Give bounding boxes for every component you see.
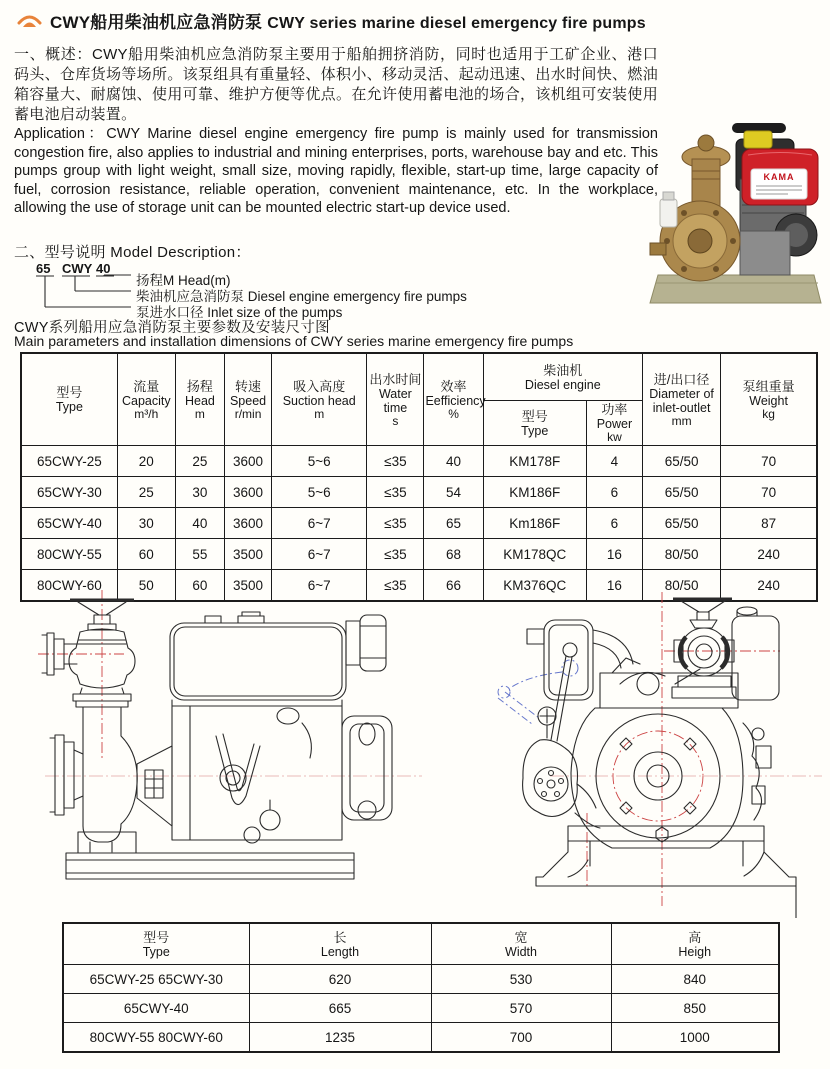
header-unit: m <box>314 406 325 421</box>
table-cell: 70 <box>721 477 817 508</box>
table-header-row <box>63 923 779 965</box>
page-header <box>16 8 646 33</box>
header-en: Diesel engine <box>524 377 601 392</box>
header-en: Length <box>320 944 360 959</box>
table-cell: ≤35 <box>367 570 424 602</box>
header-zh: 长 <box>333 929 347 945</box>
table-cell: 65/50 <box>643 477 721 508</box>
col-header-diesel-type <box>483 401 586 446</box>
model-code-head: 40 <box>96 261 111 276</box>
header-zh: 扬程 <box>186 378 213 394</box>
header-en: Type <box>521 423 549 438</box>
table-cell: 80CWY-60 <box>21 570 117 602</box>
table-cell: ≤35 <box>367 539 424 570</box>
model-label-inlet: 泵进水口径 Inlet size of the pumps <box>136 305 343 320</box>
header-zh: 流量 <box>133 378 160 394</box>
header-unit: s <box>392 413 399 428</box>
col-header-speed <box>224 353 271 446</box>
table-cell: 700 <box>431 1023 611 1053</box>
table-cell: 55 <box>175 539 224 570</box>
application-paragraph-en: Application：CWY Marine diesel engine emergency fire pump is mainly used for transmission congestion fire, also applies to industrial and mining enterprises, ports, warehouse bay and etc. This pumps group with light weight, small size, moving rapidly, flexible, start-up time, large capacity of fuel, corrosion resistance, reliable operation, convenient maintenance, etc. In the workplace, allowing the use of storage unit can be mounted electric start-up device used. <box>14 126 658 217</box>
table-cell: 65CWY-40 <box>21 508 117 539</box>
col-header-power <box>586 401 642 446</box>
col-header-capacity <box>117 353 175 446</box>
table-cell: 665 <box>249 994 431 1023</box>
table-cell: KM178F <box>483 446 586 477</box>
header-zh: 高 <box>688 929 702 945</box>
header-en: Eefficiency <box>425 393 486 408</box>
header-zh: 柴油机 <box>543 362 583 378</box>
col-header-efficiency <box>424 353 486 446</box>
model-label-head: 扬程M Head(m) <box>136 273 231 288</box>
header-en: Suction head <box>282 393 356 408</box>
header-unit: mm <box>671 413 692 428</box>
header-zh: 吸入高度 <box>293 378 346 394</box>
table-cell: 80/50 <box>643 539 721 570</box>
col-group-diesel-engine <box>483 353 642 401</box>
header-en: Type <box>142 944 170 959</box>
header-en: Water time <box>378 386 412 415</box>
model-code-inlet: 65 <box>36 261 51 276</box>
table-row <box>63 1023 779 1053</box>
table-cell: 80/50 <box>643 570 721 602</box>
table-row <box>21 508 817 539</box>
table-cell: 570 <box>431 994 611 1023</box>
table-cell: 5~6 <box>272 446 367 477</box>
header-en: Heigh <box>678 944 712 959</box>
table-cell: 6 <box>586 477 642 508</box>
model-code-diagram <box>14 261 634 323</box>
header-en: Power <box>596 417 633 431</box>
header-unit: m³/h <box>134 406 159 421</box>
header-unit: m <box>194 406 205 421</box>
table-cell: 6~7 <box>272 508 367 539</box>
product-photo <box>648 113 823 318</box>
page-title-en: CWY series marine diesel emergency fire pumps <box>267 15 646 32</box>
header-zh: 型号 <box>143 929 170 945</box>
header-zh: 宽 <box>514 929 528 945</box>
table-cell: 240 <box>721 539 817 570</box>
table-cell: 1235 <box>249 1023 431 1053</box>
table-cell: KM186F <box>483 477 586 508</box>
table-cell: 65/50 <box>643 446 721 477</box>
table-cell: 620 <box>249 965 431 994</box>
table-cell: 65/50 <box>643 508 721 539</box>
header-zh: 进/出口径 <box>653 371 710 387</box>
table-cell: 3600 <box>224 477 271 508</box>
col-header-watertime <box>367 353 424 446</box>
table-cell: 40 <box>424 446 483 477</box>
table-cell: 3600 <box>224 508 271 539</box>
table-cell: 87 <box>721 508 817 539</box>
table-cell: 66 <box>424 570 483 602</box>
table-cell: 68 <box>424 539 483 570</box>
table-row <box>21 446 817 477</box>
brand-label: KAMA <box>763 172 795 182</box>
table-cell: 850 <box>611 994 779 1023</box>
table-header-row <box>21 353 817 401</box>
table-cell: 530 <box>431 965 611 994</box>
table-cell: 16 <box>586 570 642 602</box>
table-cell: 20 <box>117 446 175 477</box>
parameters-table <box>20 352 818 602</box>
params-title-en: Main parameters and installation dimensions of CWY series marine emergency fire pumps <box>14 333 574 349</box>
table-cell: ≤35 <box>367 508 424 539</box>
header-en: Type <box>55 400 83 414</box>
header-zh: 出水时间 <box>369 371 422 387</box>
table-cell: KM178QC <box>483 539 586 570</box>
params-title-zh: CWY系列船用应急消防泵主要参数及安装尺寸图 <box>14 320 330 336</box>
header-zh: 泵组重量 <box>742 378 795 394</box>
table-cell: 65CWY-25 65CWY-30 <box>63 965 249 994</box>
table-row <box>21 477 817 508</box>
header-zh: 型号 <box>56 385 83 400</box>
page-title <box>50 8 646 33</box>
header-en: Width <box>505 944 537 959</box>
table-cell: 25 <box>175 446 224 477</box>
table-cell: ≤35 <box>367 477 424 508</box>
table-cell: 60 <box>117 539 175 570</box>
col-header-suction <box>272 353 367 446</box>
col-header-head <box>175 353 224 446</box>
table-cell: 6 <box>586 508 642 539</box>
table-cell: 16 <box>586 539 642 570</box>
header-zh: 功率 <box>601 402 628 417</box>
col-header-weight <box>721 353 817 446</box>
header-unit: % <box>448 406 459 421</box>
dimension-table <box>62 922 780 1053</box>
table-cell: 70 <box>721 446 817 477</box>
model-description-heading: 二、型号说明 Model Description： <box>14 244 251 261</box>
installation-drawing-side-view <box>20 588 440 918</box>
header-zh: 转速 <box>235 378 262 394</box>
table-cell: 30 <box>117 508 175 539</box>
table-cell: 240 <box>721 570 817 602</box>
intro-section <box>14 45 658 218</box>
table-cell: 80CWY-55 80CWY-60 <box>63 1023 249 1053</box>
table-cell: 3500 <box>224 539 271 570</box>
header-en: Head <box>184 393 215 408</box>
col-header-type <box>63 923 249 965</box>
table-row <box>21 539 817 570</box>
header-zh: 效率 <box>440 378 467 394</box>
table-cell: 40 <box>175 508 224 539</box>
table-row <box>63 965 779 994</box>
model-label-series: 柴油机应急消防泵 Diesel engine emergency fire pumps <box>136 289 467 304</box>
table-cell: 3500 <box>224 570 271 602</box>
table-cell: 65 <box>424 508 483 539</box>
table-row <box>63 994 779 1023</box>
table-cell: 65CWY-25 <box>21 446 117 477</box>
table-cell: 50 <box>117 570 175 602</box>
table-cell: 1000 <box>611 1023 779 1053</box>
table-cell: 6~7 <box>272 570 367 602</box>
brand-logo-icon <box>16 9 43 32</box>
model-code-series: CWY <box>62 261 93 276</box>
table-cell: 60 <box>175 570 224 602</box>
table-cell: KM376QC <box>483 570 586 602</box>
table-cell: 4 <box>586 446 642 477</box>
col-header-diameter <box>643 353 721 446</box>
col-header-height <box>611 923 779 965</box>
table-cell: 25 <box>117 477 175 508</box>
table-cell: Km186F <box>483 508 586 539</box>
table-cell: 30 <box>175 477 224 508</box>
header-unit: kg <box>762 406 775 421</box>
header-en: Capacity <box>121 393 171 408</box>
table-cell: 54 <box>424 477 483 508</box>
col-header-type <box>21 353 117 446</box>
table-cell: 5~6 <box>272 477 367 508</box>
header-en: Weight <box>749 393 788 408</box>
header-zh: 型号 <box>521 408 548 424</box>
table-cell: 80CWY-55 <box>21 539 117 570</box>
col-header-length <box>249 923 431 965</box>
table-cell: 3600 <box>224 446 271 477</box>
table-cell: 6~7 <box>272 539 367 570</box>
table-cell: ≤35 <box>367 446 424 477</box>
header-unit: kw <box>607 430 622 444</box>
installation-drawing-front-view <box>440 588 830 918</box>
col-header-width <box>431 923 611 965</box>
page-title-zh: CWY船用柴油机应急消防泵 <box>50 13 263 32</box>
header-unit: r/min <box>234 406 262 421</box>
overview-paragraph-zh: 一、概述：CWY船用柴油机应急消防泵主要用于船舶拥挤消防，同时也适用于工矿企业、港口码头、仓库货场等场所。该泵组具有重量轻、体积小、移动灵活、起动迅速、出水时间快、燃油箱容量大、耐腐蚀、使用可靠、维护方便等优点。在允许使用蓄电池的场合，该机组可安装使用蓄电池启动装置。 <box>14 46 658 123</box>
pump-photo-illustration <box>648 113 823 318</box>
table-cell: 65CWY-30 <box>21 477 117 508</box>
table-cell: 65CWY-40 <box>63 994 249 1023</box>
table-cell: 840 <box>611 965 779 994</box>
header-en: Diameter of inlet-outlet <box>649 386 714 415</box>
header-en: Speed <box>229 393 267 408</box>
